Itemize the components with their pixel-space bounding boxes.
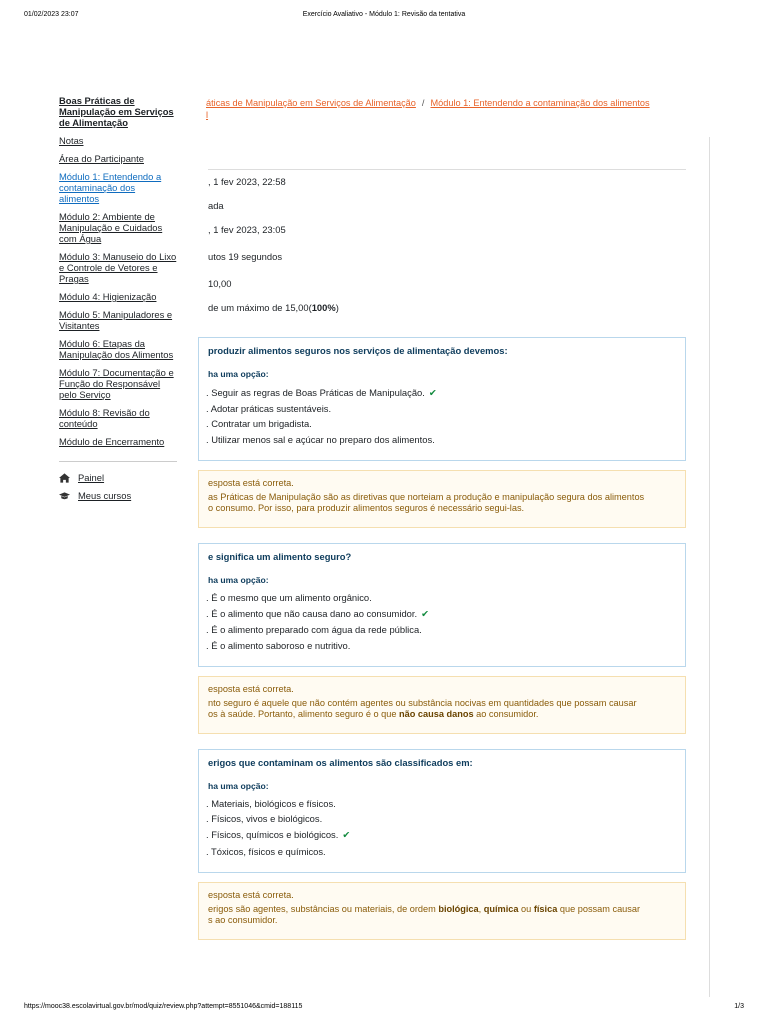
print-title: Exercício Avaliativo - Módulo 1: Revisão da tentativa bbox=[302, 11, 466, 18]
feedback-status: esposta está correta. bbox=[208, 684, 294, 694]
breadcrumb-course-link[interactable]: áticas de Manipulação em Serviços de Alimentação bbox=[206, 98, 416, 108]
feedback-status: esposta está correta. bbox=[208, 890, 294, 900]
sidebar-item-modulo-6[interactable]: Módulo 6: Etapas da Manipulação dos Alimentos bbox=[59, 338, 174, 360]
question-1-feedback bbox=[198, 470, 686, 528]
sidebar-item-modulo-4[interactable]: Módulo 4: Higienização bbox=[59, 291, 157, 302]
sidebar-item-notas[interactable]: Notas bbox=[59, 135, 84, 146]
feedback-status: esposta está correta. bbox=[208, 478, 294, 488]
feedback-emphasis: física bbox=[533, 904, 558, 914]
summary-marks: 10,00 bbox=[208, 278, 232, 289]
feedback-text: os à saúde. Portanto, alimento seguro é o que bbox=[208, 709, 400, 719]
question-3-option-a[interactable]: . Materiais, biológicos e físicos. bbox=[206, 798, 336, 809]
feedback-text: ou bbox=[518, 904, 534, 914]
nav-meus-cursos-label: Meus cursos bbox=[78, 490, 132, 501]
content-right-border bbox=[709, 137, 710, 997]
breadcrumb bbox=[206, 97, 676, 121]
feedback-text-line-1: nto seguro é aquele que não contém agentes ou substância nocivas em quantidades que possam causar bbox=[208, 698, 637, 708]
nav-painel-label: Painel bbox=[78, 472, 105, 483]
breadcrumb-quiz-link[interactable]: l bbox=[206, 110, 209, 120]
nav-painel[interactable] bbox=[59, 472, 177, 483]
course-sidebar bbox=[59, 95, 177, 508]
question-3-text: erigos que contaminam os alimentos são classificados em: bbox=[208, 757, 473, 768]
print-page-number: 1/3 bbox=[734, 1003, 744, 1010]
question-1-option-a[interactable] bbox=[206, 387, 437, 399]
question-1-box bbox=[198, 337, 686, 461]
home-icon bbox=[59, 473, 70, 483]
question-2-option-a[interactable]: . É o mesmo que um alimento orgânico. bbox=[206, 592, 372, 603]
question-2-feedback bbox=[198, 676, 686, 734]
summary-started: , 1 fev 2023, 22:58 bbox=[208, 176, 286, 187]
sidebar-course-title[interactable]: Boas Práticas de Manipulação em Serviços de Alimentação bbox=[59, 95, 174, 128]
question-2-text: e significa um alimento seguro? bbox=[208, 551, 352, 562]
feedback-emphasis: biológica bbox=[438, 904, 479, 914]
feedback-text-line-2: s ao consumidor. bbox=[208, 915, 278, 925]
question-1-text: produzir alimentos seguros nos serviços de alimentação devemos: bbox=[208, 345, 508, 356]
question-2-option-b[interactable] bbox=[206, 608, 429, 620]
feedback-text-line-2 bbox=[208, 709, 678, 720]
check-icon: ✔ bbox=[342, 829, 351, 840]
question-3-option-c[interactable] bbox=[206, 829, 350, 841]
sidebar-item-modulo-7[interactable]: Módulo 7: Documentação e Função do Responsável pelo Serviço bbox=[59, 367, 174, 400]
breadcrumb-module-link[interactable]: Módulo 1: Entendendo a contaminação dos alimentos bbox=[430, 98, 650, 108]
summary-completed: , 1 fev 2023, 23:05 bbox=[208, 224, 286, 235]
option-text: . Seguir as regras de Boas Práticas de Manipulação. bbox=[206, 387, 425, 398]
feedback-text: ao consumidor. bbox=[473, 709, 539, 719]
print-url: https://mooc38.escolavirtual.gov.br/mod/quiz/review.php?attempt=8551046&cmid=188115 bbox=[24, 1003, 303, 1010]
summary-time-taken: utos 19 segundos bbox=[208, 251, 283, 262]
summary-grade-close: ) bbox=[335, 302, 339, 313]
sidebar-item-encerramento[interactable]: Módulo de Encerramento bbox=[59, 436, 165, 447]
feedback-text: , bbox=[478, 904, 484, 914]
main-content bbox=[208, 0, 688, 1024]
option-text: . Físicos, químicos e biológicos. bbox=[206, 829, 339, 840]
feedback-text-line-1: as Práticas de Manipulação são as diretivas que norteiam a produção e manipulação segura dos alimentos bbox=[208, 492, 645, 502]
question-2-option-c[interactable]: . É o alimento preparado com água da rede pública. bbox=[206, 624, 422, 635]
check-icon: ✔ bbox=[428, 387, 437, 398]
feedback-emphasis: não causa danos bbox=[399, 709, 474, 719]
question-3-feedback bbox=[198, 882, 686, 940]
question-1-option-c[interactable]: . Contratar um brigadista. bbox=[206, 418, 312, 429]
option-text: . É o alimento que não causa dano ao consumidor. bbox=[206, 608, 418, 619]
check-icon: ✔ bbox=[421, 608, 429, 619]
sidebar-item-modulo-5[interactable]: Módulo 5: Manipuladores e Visitantes bbox=[59, 309, 173, 331]
feedback-text: erigos são agentes, substâncias ou materiais, de ordem bbox=[208, 904, 439, 914]
summary-top-rule bbox=[208, 169, 686, 170]
summary-state: ada bbox=[208, 200, 224, 211]
graduation-cap-icon bbox=[59, 491, 70, 501]
question-3-prompt: ha uma opção: bbox=[208, 781, 269, 791]
feedback-text: que possam causar bbox=[557, 904, 641, 914]
summary-grade-percent: 100% bbox=[311, 302, 336, 313]
sidebar-item-modulo-1[interactable]: Módulo 1: Entendendo a contaminação dos alimentos bbox=[59, 171, 162, 204]
question-2-prompt: ha uma opção: bbox=[208, 575, 269, 585]
nav-meus-cursos[interactable] bbox=[59, 490, 177, 501]
print-datetime: 01/02/2023 23:07 bbox=[24, 11, 79, 18]
feedback-text-line-1 bbox=[208, 904, 678, 915]
breadcrumb-separator: / bbox=[421, 98, 425, 108]
question-1-prompt: ha uma opção: bbox=[208, 369, 269, 379]
sidebar-item-modulo-3[interactable]: Módulo 3: Manuseio do Lixo e Controle de Vetores e Pragas bbox=[59, 251, 177, 284]
sidebar-item-modulo-2[interactable]: Módulo 2: Ambiente de Manipulação e Cuidados com Água bbox=[59, 211, 163, 244]
question-3-option-b[interactable]: . Físicos, vivos e biológicos. bbox=[206, 813, 323, 824]
summary-grade-text: de um máximo de 15,00( bbox=[208, 302, 312, 313]
sidebar-item-modulo-8[interactable]: Módulo 8: Revisão do conteúdo bbox=[59, 407, 150, 429]
question-2-option-d[interactable]: . É o alimento saboroso e nutritivo. bbox=[206, 640, 351, 651]
feedback-text-line-2: o consumo. Por isso, para produzir alimentos seguros é necessário segui-las. bbox=[208, 503, 525, 513]
question-1-option-d[interactable]: . Utilizar menos sal e açúcar no preparo dos alimentos. bbox=[206, 434, 435, 445]
question-2-box bbox=[198, 543, 686, 667]
summary-grade bbox=[208, 302, 339, 313]
sidebar-item-area-participante[interactable]: Área do Participante bbox=[59, 153, 144, 164]
question-3-option-d[interactable]: . Tóxicos, físicos e químicos. bbox=[206, 846, 326, 857]
sidebar-divider bbox=[59, 461, 177, 462]
question-3-box bbox=[198, 749, 686, 873]
question-1-option-b[interactable]: . Adotar práticas sustentáveis. bbox=[206, 403, 332, 414]
feedback-emphasis: química bbox=[483, 904, 519, 914]
